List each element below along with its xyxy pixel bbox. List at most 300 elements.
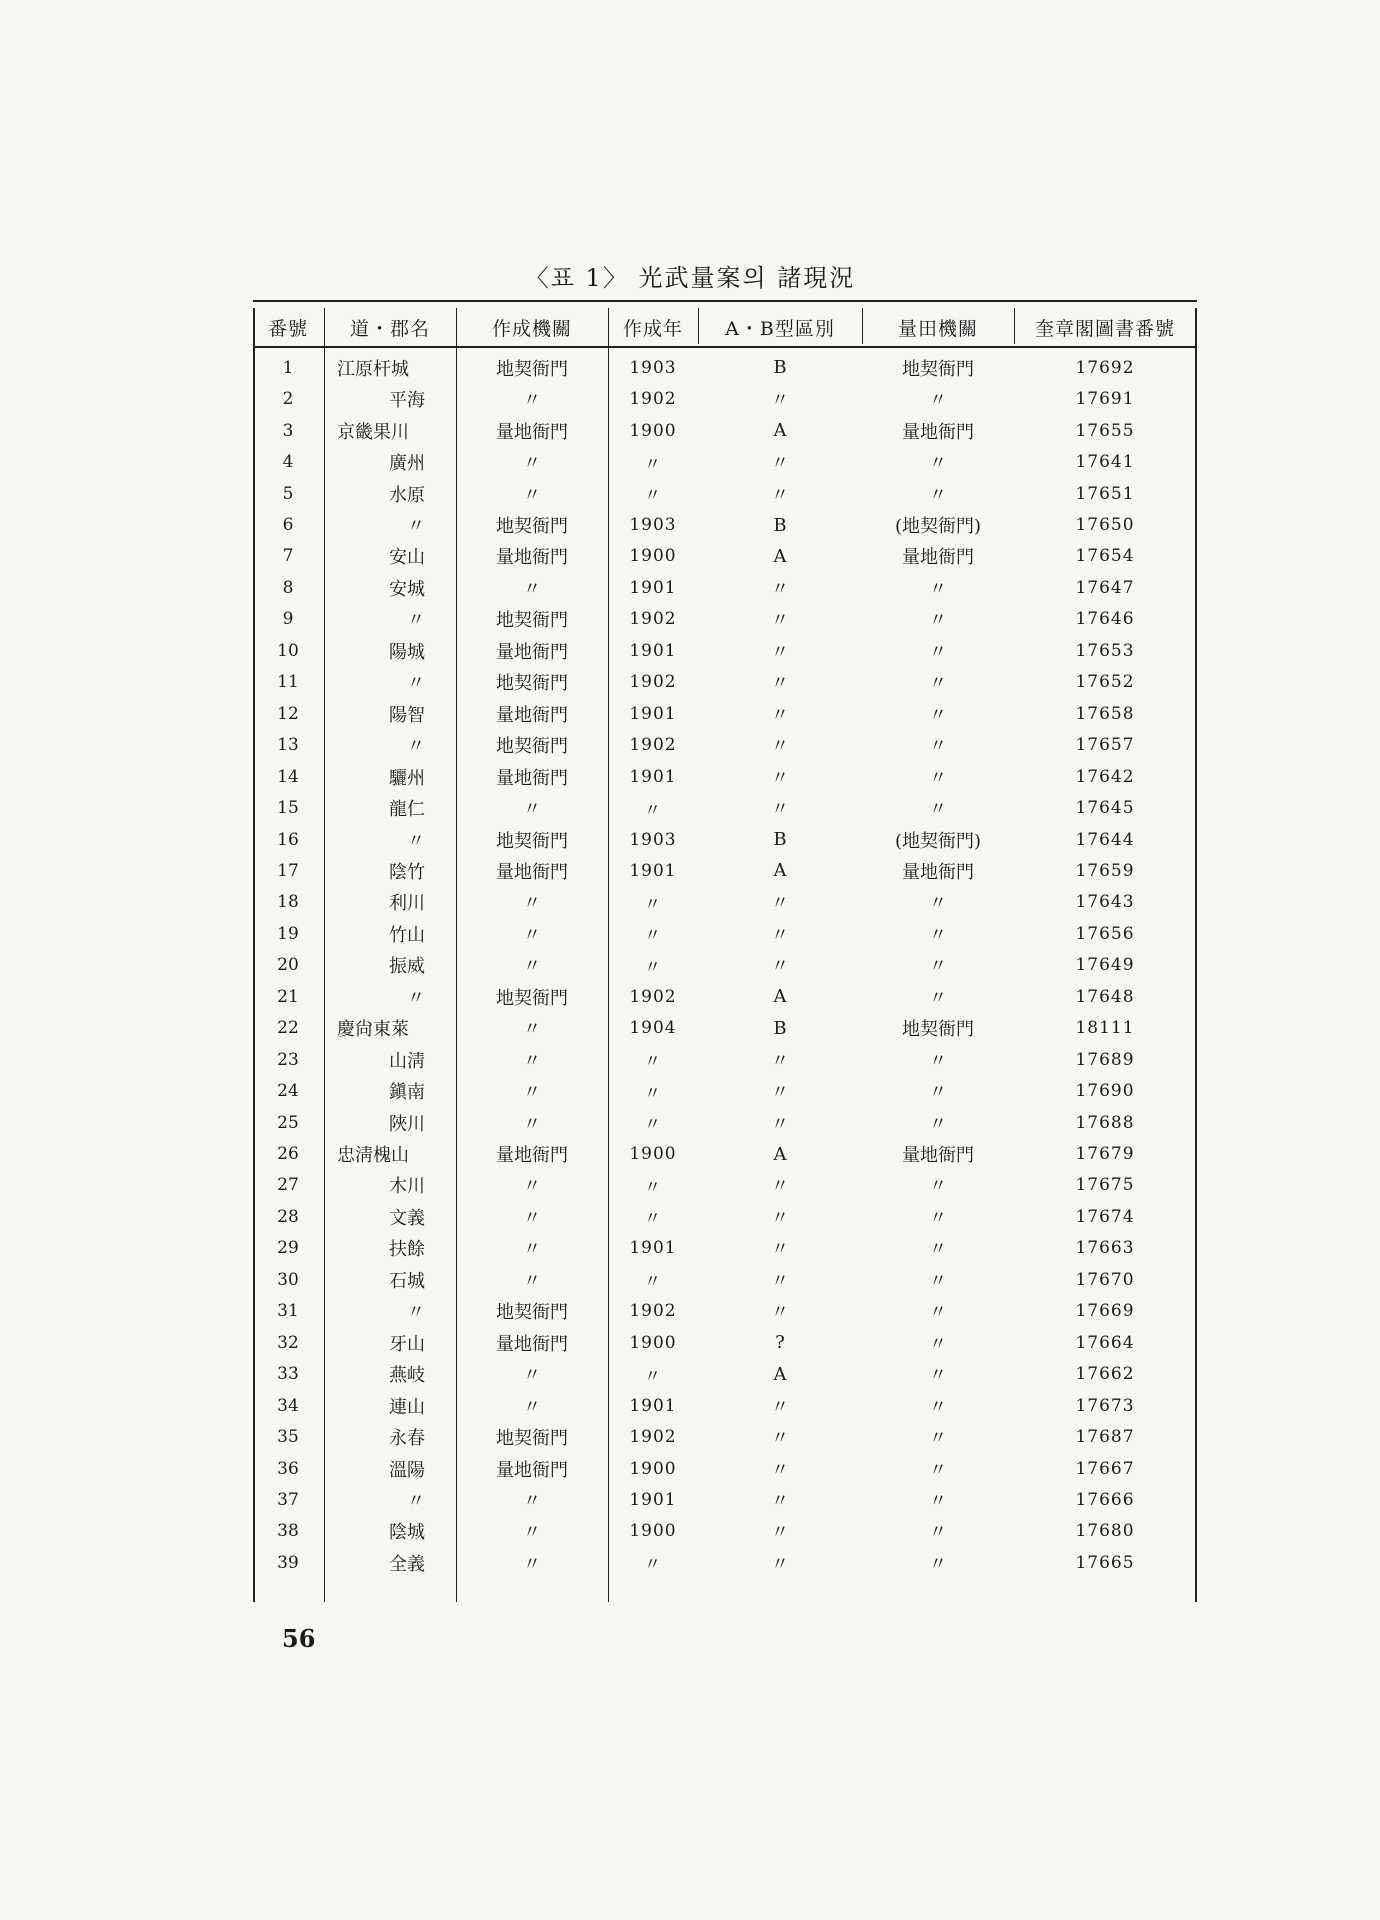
header-number: 番號 (267, 317, 308, 340)
row-province-county: 京畿果川 (337, 421, 409, 443)
row-kyujanggak-number: 17666 (1075, 1489, 1135, 1510)
table-row (253, 667, 1197, 699)
row-creating-agency: 〃 (523, 1396, 541, 1418)
row-creating-agency: 〃 (523, 484, 541, 506)
row-ab-type: A (773, 860, 787, 882)
row-year: 1902 (629, 735, 677, 756)
row-ab-type: B (773, 1017, 787, 1039)
row-creating-agency: 〃 (523, 1019, 541, 1041)
row-creating-agency: 地契衙門 (496, 830, 568, 852)
row-creating-agency: 地契衙門 (496, 1302, 568, 1324)
row-year: 1900 (629, 1521, 677, 1542)
row-survey-agency: 〃 (929, 1396, 947, 1418)
row-creating-agency: 量地衙門 (496, 1459, 568, 1481)
row-kyujanggak-number: 17691 (1075, 389, 1135, 410)
row-province-county: 鎭南 (389, 1082, 425, 1104)
row-number: 19 (277, 923, 299, 944)
row-kyujanggak-number: 17644 (1075, 829, 1135, 850)
row-survey-agency: 量地衙門 (902, 421, 974, 443)
row-creating-agency: 量地衙門 (496, 1145, 568, 1166)
row-creating-agency: 量地衙門 (496, 767, 568, 789)
row-creating-agency: 〃 (523, 1176, 541, 1198)
row-number: 27 (277, 1175, 299, 1196)
row-year: 1900 (629, 1458, 677, 1479)
row-province-county: 驪州 (389, 767, 425, 789)
table-row (253, 1075, 1197, 1107)
table-row (253, 918, 1197, 950)
row-year: 1901 (629, 860, 677, 881)
row-province-county: 忠淸槐山 (337, 1145, 409, 1166)
row-number: 7 (282, 546, 294, 567)
row-ab-type: 〃 (771, 1553, 789, 1575)
row-survey-agency: 〃 (929, 453, 947, 475)
row-number: 6 (282, 515, 294, 535)
row-year: 〃 (644, 1272, 662, 1293)
row-year: 〃 (644, 1083, 662, 1104)
row-ab-type: 〃 (771, 767, 789, 789)
row-survey-agency: 〃 (929, 1207, 947, 1229)
row-year: 〃 (644, 800, 662, 821)
row-survey-agency: 〃 (929, 736, 947, 758)
row-number: 13 (277, 735, 299, 756)
row-number: 24 (277, 1081, 299, 1102)
row-province-county: 永春 (389, 1428, 425, 1450)
row-year: 1900 (629, 546, 677, 567)
row-survey-agency: 量地衙門 (902, 547, 974, 569)
row-kyujanggak-number: 17675 (1075, 1175, 1135, 1196)
row-creating-agency: 量地衙門 (496, 1333, 568, 1355)
table-row (253, 509, 1197, 541)
table-row (253, 1044, 1197, 1076)
table-row (253, 1264, 1197, 1296)
row-creating-agency: 地契衙門 (496, 736, 568, 758)
row-kyujanggak-number: 17653 (1075, 640, 1135, 661)
row-ab-type: 〃 (771, 1459, 789, 1481)
table-row (253, 1107, 1197, 1139)
row-survey-agency: 〃 (929, 1490, 947, 1512)
row-kyujanggak-number: 17674 (1075, 1206, 1135, 1227)
table-row (253, 478, 1197, 510)
row-ab-type: 〃 (771, 924, 789, 946)
row-year: 1901 (629, 1395, 677, 1416)
row-survey-agency: 〃 (929, 1176, 947, 1198)
row-number: 18 (277, 892, 299, 913)
table-row (253, 887, 1197, 919)
table-row (253, 729, 1197, 761)
row-survey-agency: 〃 (929, 610, 947, 632)
row-creating-agency: 〃 (523, 1050, 541, 1072)
row-number: 29 (277, 1238, 299, 1259)
table-row (253, 855, 1197, 887)
row-creating-agency: 量地衙門 (496, 547, 568, 569)
row-survey-agency: 〃 (929, 484, 947, 506)
row-number: 11 (277, 672, 299, 693)
row-ab-type: ? (775, 1332, 785, 1354)
row-survey-agency: 〃 (929, 1553, 947, 1575)
row-kyujanggak-number: 17688 (1075, 1112, 1135, 1133)
row-kyujanggak-number: 17654 (1075, 546, 1135, 567)
row-ab-type: B (773, 829, 787, 850)
row-survey-agency: 〃 (929, 767, 947, 789)
data-table (253, 300, 1197, 1602)
row-creating-agency: 〃 (523, 1239, 541, 1261)
row-year: 1900 (629, 1144, 677, 1164)
row-province-county: 水原 (389, 484, 425, 506)
table-row (253, 981, 1197, 1013)
row-number: 22 (277, 1018, 299, 1039)
row-survey-agency: 〃 (929, 956, 947, 978)
row-year: 1904 (629, 1018, 677, 1039)
row-kyujanggak-number: 17679 (1075, 1144, 1135, 1164)
table-row (253, 1201, 1197, 1233)
table-row (253, 1484, 1197, 1516)
row-province-county: 平海 (389, 390, 425, 412)
row-ab-type: 〃 (771, 1082, 789, 1104)
table-row (253, 446, 1197, 478)
row-province-county: 廣州 (389, 453, 425, 475)
row-ab-type: 〃 (771, 1428, 789, 1450)
row-ab-type: A (773, 986, 787, 1008)
row-province-county: 陽城 (389, 641, 425, 663)
row-year: 1901 (629, 766, 677, 787)
row-number: 10 (277, 640, 299, 661)
row-number: 33 (277, 1364, 299, 1385)
row-kyujanggak-number: 17670 (1075, 1269, 1135, 1290)
row-province-county: 木川 (389, 1176, 425, 1198)
row-year: 1903 (629, 829, 677, 850)
row-creating-agency: 地契衙門 (496, 987, 568, 1009)
row-province-county: 龍仁 (389, 799, 425, 821)
row-year: 1901 (629, 1238, 677, 1259)
row-province-county: 振威 (389, 956, 425, 978)
row-creating-agency: 〃 (523, 1207, 541, 1229)
row-ab-type: 〃 (771, 1270, 789, 1292)
row-year: 〃 (644, 1209, 662, 1230)
table-row (253, 1327, 1197, 1359)
row-creating-agency: 〃 (523, 1082, 541, 1104)
row-kyujanggak-number: 17667 (1075, 1458, 1135, 1479)
row-number: 28 (277, 1206, 299, 1227)
row-kyujanggak-number: 17680 (1075, 1521, 1135, 1542)
row-kyujanggak-number: 17669 (1075, 1301, 1135, 1322)
row-ab-type: 〃 (771, 1522, 789, 1544)
table-row (253, 761, 1197, 793)
row-survey-agency: (地契衙門) (894, 516, 982, 537)
table-row (253, 604, 1197, 636)
row-creating-agency: 地契衙門 (496, 1428, 568, 1450)
table-row (253, 541, 1197, 573)
row-ab-type: 〃 (771, 484, 789, 506)
row-province-county: 石城 (389, 1270, 425, 1292)
row-survey-agency: 〃 (929, 1333, 947, 1355)
row-ab-type: 〃 (771, 610, 789, 632)
row-survey-agency: 〃 (929, 1302, 947, 1324)
row-province-county: 陜川 (389, 1113, 425, 1135)
row-year: 〃 (644, 1177, 662, 1198)
row-year: 1900 (629, 1332, 677, 1353)
row-year: 1901 (629, 703, 677, 724)
table-row (253, 824, 1197, 856)
row-ab-type: 〃 (771, 1396, 789, 1418)
row-creating-agency: 〃 (523, 893, 541, 915)
header-province-county: 道・郡名 (349, 317, 430, 340)
row-province-county: 慶尙東萊 (337, 1019, 409, 1041)
table-row (253, 383, 1197, 415)
row-survey-agency: 地契衙門 (902, 1019, 974, 1041)
row-survey-agency: 〃 (929, 799, 947, 821)
table-row (253, 1390, 1197, 1422)
header-year: 作成年 (622, 317, 683, 340)
row-province-county: 燕岐 (389, 1365, 425, 1387)
row-kyujanggak-number: 17664 (1075, 1332, 1135, 1353)
row-survey-agency: 〃 (929, 987, 947, 1009)
row-number: 15 (277, 798, 299, 819)
page-number: 56 (282, 1624, 316, 1653)
header-bottom-rule (253, 346, 1197, 348)
row-kyujanggak-number: 17642 (1075, 766, 1135, 787)
row-kyujanggak-number: 17651 (1075, 483, 1135, 504)
row-ab-type: 〃 (771, 1239, 789, 1261)
row-number: 5 (282, 483, 294, 504)
row-year: 〃 (644, 894, 662, 915)
row-year: 1901 (629, 577, 677, 598)
row-number: 17 (277, 860, 299, 881)
row-province-county: 〃 (407, 987, 425, 1009)
table-row (253, 352, 1197, 384)
row-kyujanggak-number: 17649 (1075, 955, 1135, 976)
row-creating-agency: 〃 (523, 453, 541, 475)
table-row (253, 1516, 1197, 1548)
row-kyujanggak-number: 17692 (1075, 357, 1135, 378)
row-province-county: 扶餘 (389, 1239, 425, 1261)
row-year: 〃 (644, 486, 662, 507)
row-province-county: 陽智 (389, 704, 425, 726)
row-kyujanggak-number: 17673 (1075, 1395, 1135, 1416)
row-ab-type: 〃 (771, 673, 789, 695)
row-kyujanggak-number: 17689 (1075, 1049, 1135, 1070)
row-ab-type: 〃 (771, 453, 789, 475)
table-row (253, 1012, 1197, 1044)
header-ab-type: A・B型區別 (725, 317, 835, 340)
table-row (253, 1233, 1197, 1265)
row-kyujanggak-number: 17659 (1075, 860, 1135, 881)
row-kyujanggak-number: 18111 (1075, 1018, 1135, 1039)
row-ab-type: A (773, 420, 787, 442)
row-province-county: 陰竹 (389, 861, 425, 883)
table-row (253, 1170, 1197, 1202)
row-kyujanggak-number: 17658 (1075, 703, 1135, 724)
row-ab-type: 〃 (771, 578, 789, 600)
row-number: 20 (277, 955, 299, 976)
row-year: 1903 (629, 515, 677, 535)
row-creating-agency: 〃 (523, 1270, 541, 1292)
row-year: 〃 (644, 1366, 662, 1387)
row-province-county: 〃 (407, 1302, 425, 1324)
table-header-row (253, 308, 1197, 346)
row-kyujanggak-number: 17648 (1075, 986, 1135, 1007)
row-ab-type: B (773, 357, 787, 379)
row-province-county: 〃 (407, 830, 425, 852)
table-row (253, 1547, 1197, 1579)
row-creating-agency: 〃 (523, 1522, 541, 1544)
row-number: 2 (282, 389, 294, 410)
row-survey-agency: 〃 (929, 1082, 947, 1104)
row-survey-agency: 量地衙門 (902, 861, 974, 883)
row-ab-type: 〃 (771, 704, 789, 726)
row-province-county: 竹山 (389, 924, 425, 946)
table-row (253, 1138, 1197, 1170)
row-survey-agency: 〃 (929, 1522, 947, 1544)
row-province-county: 〃 (407, 610, 425, 632)
row-survey-agency: 量地衙門 (902, 1145, 974, 1166)
table-row (253, 415, 1197, 447)
row-ab-type: 〃 (771, 1050, 789, 1072)
row-ab-type: A (773, 1143, 787, 1165)
row-number: 36 (277, 1458, 299, 1479)
row-survey-agency: 〃 (929, 1459, 947, 1481)
table-row (253, 698, 1197, 730)
row-number: 32 (277, 1332, 299, 1353)
row-ab-type: 〃 (771, 736, 789, 758)
row-province-county: 連山 (389, 1396, 425, 1418)
row-number: 21 (277, 986, 299, 1007)
row-kyujanggak-number: 17656 (1075, 923, 1135, 944)
row-year: 〃 (644, 454, 662, 475)
row-year: 1902 (629, 1427, 677, 1448)
row-year: 〃 (644, 1555, 662, 1576)
row-number: 34 (277, 1395, 299, 1416)
row-year: 1902 (629, 389, 677, 410)
row-number: 4 (282, 452, 294, 473)
table-row (253, 792, 1197, 824)
row-ab-type: 〃 (771, 641, 789, 663)
row-ab-type: 〃 (771, 1113, 789, 1135)
row-kyujanggak-number: 17645 (1075, 798, 1135, 819)
table-row (253, 1296, 1197, 1328)
row-number: 39 (277, 1552, 299, 1573)
row-province-county: 〃 (407, 516, 425, 537)
row-number: 35 (277, 1427, 299, 1448)
row-number: 31 (277, 1301, 299, 1322)
row-kyujanggak-number: 17663 (1075, 1238, 1135, 1259)
row-province-county: 〃 (407, 736, 425, 758)
table-row (253, 950, 1197, 982)
row-kyujanggak-number: 17655 (1075, 420, 1135, 441)
row-year: 1902 (629, 609, 677, 630)
row-survey-agency: 〃 (929, 578, 947, 600)
table-row (253, 572, 1197, 604)
row-ab-type: 〃 (771, 1207, 789, 1229)
row-creating-agency: 量地衙門 (496, 704, 568, 726)
row-ab-type: B (773, 514, 787, 536)
row-creating-agency: 〃 (523, 956, 541, 978)
row-year: 〃 (644, 926, 662, 947)
row-kyujanggak-number: 17646 (1075, 609, 1135, 630)
row-survey-agency: 〃 (929, 1239, 947, 1261)
row-survey-agency: 〃 (929, 641, 947, 663)
row-year: 1901 (629, 640, 677, 661)
row-creating-agency: 地契衙門 (496, 673, 568, 695)
row-year: 1900 (629, 420, 677, 441)
row-creating-agency: 〃 (523, 390, 541, 412)
table-row (253, 1453, 1197, 1485)
row-number: 14 (277, 766, 299, 787)
table-row (253, 1421, 1197, 1453)
row-year: 1903 (629, 357, 677, 378)
row-kyujanggak-number: 17665 (1075, 1552, 1135, 1573)
row-year: 1902 (629, 986, 677, 1007)
row-province-county: 〃 (407, 673, 425, 695)
row-survey-agency: 地契衙門 (902, 358, 974, 380)
row-kyujanggak-number: 17662 (1075, 1364, 1135, 1385)
row-kyujanggak-number: 17650 (1075, 515, 1135, 535)
row-creating-agency: 〃 (523, 1553, 541, 1575)
header-creating-agency: 作成機關 (491, 317, 572, 340)
row-ab-type: A (773, 1363, 787, 1385)
row-province-county: 利川 (389, 893, 425, 915)
row-number: 37 (277, 1489, 299, 1510)
row-kyujanggak-number: 17643 (1075, 892, 1135, 913)
row-ab-type: 〃 (771, 799, 789, 821)
row-ab-type: 〃 (771, 893, 789, 915)
row-ab-type: 〃 (771, 1176, 789, 1198)
table-top-rule (253, 300, 1197, 302)
row-kyujanggak-number: 17652 (1075, 672, 1135, 693)
row-creating-agency: 地契衙門 (496, 358, 568, 380)
row-year: 1901 (629, 1489, 677, 1510)
header-survey-agency: 量田機關 (897, 317, 978, 340)
table-row (253, 1358, 1197, 1390)
row-province-county: 山淸 (389, 1050, 425, 1072)
row-year: 1902 (629, 672, 677, 693)
row-number: 23 (277, 1049, 299, 1070)
row-number: 38 (277, 1521, 299, 1542)
row-kyujanggak-number: 17657 (1075, 735, 1135, 756)
row-province-county: 文義 (389, 1207, 425, 1229)
row-kyujanggak-number: 17641 (1075, 452, 1135, 473)
row-survey-agency: 〃 (929, 924, 947, 946)
row-survey-agency: 〃 (929, 1050, 947, 1072)
row-province-county: 陰城 (389, 1522, 425, 1544)
header-kyujanggak-number: 奎章閣圖書番號 (1034, 317, 1175, 340)
row-creating-agency: 〃 (523, 1365, 541, 1387)
row-province-county: 全義 (389, 1553, 425, 1575)
row-province-county: 安山 (389, 547, 425, 569)
row-creating-agency: 〃 (523, 1490, 541, 1512)
row-number: 9 (282, 609, 294, 630)
row-number: 25 (277, 1112, 299, 1133)
row-ab-type: 〃 (771, 390, 789, 412)
row-ab-type: 〃 (771, 1490, 789, 1512)
row-creating-agency: 地契衙門 (496, 610, 568, 632)
row-survey-agency: 〃 (929, 1270, 947, 1292)
table-caption: 〈표 1〉 光武量案의 諸現況 (524, 264, 856, 292)
row-province-county: 溫陽 (389, 1459, 425, 1481)
row-ab-type: A (773, 545, 787, 567)
row-year: 〃 (644, 957, 662, 978)
row-creating-agency: 量地衙門 (496, 641, 568, 663)
row-ab-type: 〃 (771, 1302, 789, 1324)
row-province-county: 江原杆城 (337, 358, 409, 380)
row-creating-agency: 〃 (523, 924, 541, 946)
row-survey-agency: 〃 (929, 704, 947, 726)
row-kyujanggak-number: 17647 (1075, 577, 1135, 598)
row-year: 〃 (644, 1115, 662, 1136)
row-survey-agency: (地契衙門) (894, 830, 982, 852)
row-ab-type: 〃 (771, 956, 789, 978)
row-province-county: 牙山 (389, 1333, 425, 1355)
row-creating-agency: 量地衙門 (496, 861, 568, 883)
